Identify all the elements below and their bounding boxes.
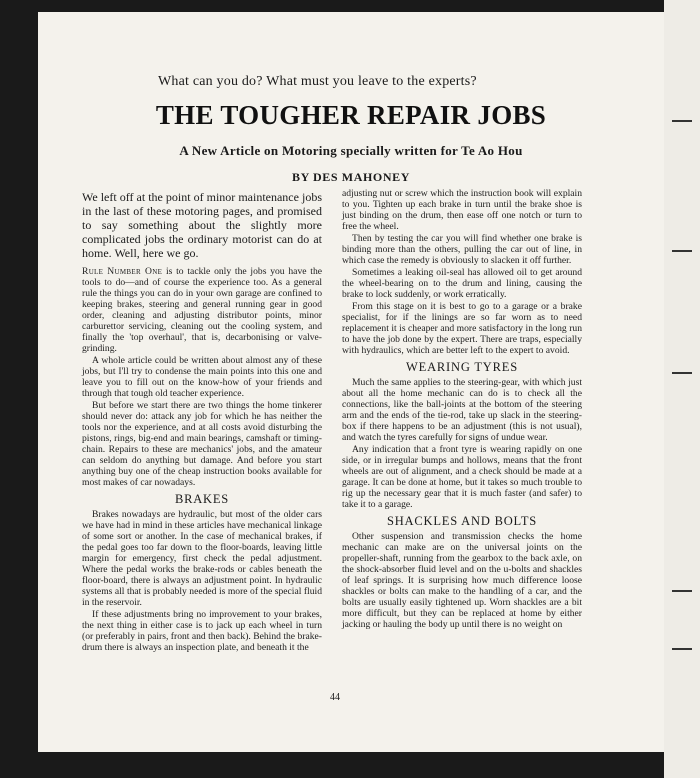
paragraph: From this stage on it is best to go to a garage or a brake specialist, for if the linings are so far worn as to need replacement it is cheaper and more satisfactory in the long run to have the job done by the expert. There are traps, especially with hydraulics, which are better left to the expert to avoid. [342, 301, 582, 356]
article-title: THE TOUGHER REPAIR JOBS [155, 100, 547, 130]
section-heading-shackles-and-bolts: SHACKLES AND BOLTS [386, 514, 538, 528]
paragraph: A whole article could be written about almost any of these jobs, but I'll try to condense the main points into this one and leave you to fill out on the know-how of your friends and through that tough old teacher experience. [82, 355, 322, 399]
edge-mark [672, 648, 692, 650]
paragraph: Other suspension and transmission checks the home mechanic can make are on the universal joints on the propeller-shaft, running from the gearbox to the back axle, on the shock-absorber fluid level and on the u-bolts and shackles of leaf springs. It is surprising how much difference loose shackles or bolts can make to the handling of a car, and the bolts are usually easily tightened up. Worn shackles are a bit more difficult, but they can be replaced at home by either jacking or hauling the body up until there is no weight on [342, 531, 582, 630]
edge-mark [672, 120, 692, 122]
paragraph: Then by testing the car you will find whether one brake is binding more than the others, pulling the car out of line, in which case the remedy is obviously to slacken it off further. [342, 233, 582, 266]
edge-mark [672, 250, 692, 252]
paragraph-text: is to tackle only the jobs you have the tools to do—and of course the experience too. As a general rule the things you can do in your own garage are confined to keeping brakes, steering and general running gear in good order, cleaning and adjusting distributor points, minor carburettor servicing, cleaning out the cooling system, and finally the 'top overhaul', that is, decarbonising or valve-grinding. [82, 266, 323, 354]
paragraph: Sometimes a leaking oil-seal has allowed oil to get around the wheel-bearing on to the drum and lining, causing the brake to lock suddenly, or work erratically. [342, 267, 582, 300]
left-column [82, 190, 322, 654]
edge-mark [672, 590, 692, 592]
article-subtitle: A New Article on Motoring specially written for Te Ao Hou [179, 143, 523, 158]
paragraph [82, 266, 322, 354]
article-kicker: What can you do? What must you leave to the experts? [158, 74, 477, 89]
paragraph: But before we start there are two things the home tinkerer should never do: attack any job for which he has neither the tools nor the experience, and at all costs avoid disturbing the pistons, rings, big-end and main bearings, camshaft or timing-chain. Repairs to these are mechanics' jobs, and the amateur can seldom do anything but damage. And before you start anything buy one of the cheap instruction books available for most makes of car nowadays. [82, 400, 322, 488]
paragraph: adjusting nut or screw which the instruction book will explain to you. Tighten up each brake in turn until the brake shoe is just binding on the drum, then ease off one notch or turn to free the wheel. [342, 188, 582, 232]
rule-number-one-label: Rule Number One [82, 266, 163, 277]
paragraph: Much the same applies to the steering-gear, with which just about all the home mechanic can do is to check all the connections, like the ball-joints at the bottom of the steering arm and the ends of the tie-rod, take up slack in the steering-box if there happens to be an adjustment (this is not usual), and watch the tyres carefully for signs of undue wear. [342, 377, 582, 443]
facing-page-edge [664, 0, 700, 778]
paragraph: If these adjustments bring no improvement to your brakes, the next thing in either case is to jack up each wheel in turn (or preferably in pairs, front and then back). Behind the brake-drum there is always an inspection plate, and beneath it the [82, 609, 322, 653]
paragraph: Any indication that a front tyre is wearing rapidly on one side, or in irregular bumps and hollows, means that the front wheels are out of alignment, and a check should be made at a garage. It can be done at home, but it takes so much trouble to rig up the necessary gear that it is much faster (and safer) to take it to a garage. [342, 444, 582, 510]
edge-mark [672, 372, 692, 374]
paragraph: Brakes nowadays are hydraulic, but most of the older cars we have had in mind in these articles have mechanical linkage of some sort or another. In the case of mechanical brakes, if the pedal goes too far down to the floor-boards, leaving little margin for emergency, first check the pedal adjustment. Where the pedal works the brake-rods or cables beneath the floor-board, there is always an adjustment point. In hydraulic systems all that is probably needed is more of the special fluid in the reservoir. [82, 509, 322, 608]
section-heading-brakes: BRAKES [174, 492, 230, 506]
lead-paragraph: We left off at the point of minor maintenance jobs in the last of these motoring pages, and promised to say something about the slightly more complicated jobs the ordinary motorist can do at home. Well, here we go. [82, 190, 322, 260]
right-column [342, 188, 582, 631]
page-number: 44 [330, 692, 340, 703]
article-byline: BY DES MAHONEY [292, 170, 410, 184]
section-heading-wearing-tyres: WEARING TYRES [406, 360, 518, 374]
